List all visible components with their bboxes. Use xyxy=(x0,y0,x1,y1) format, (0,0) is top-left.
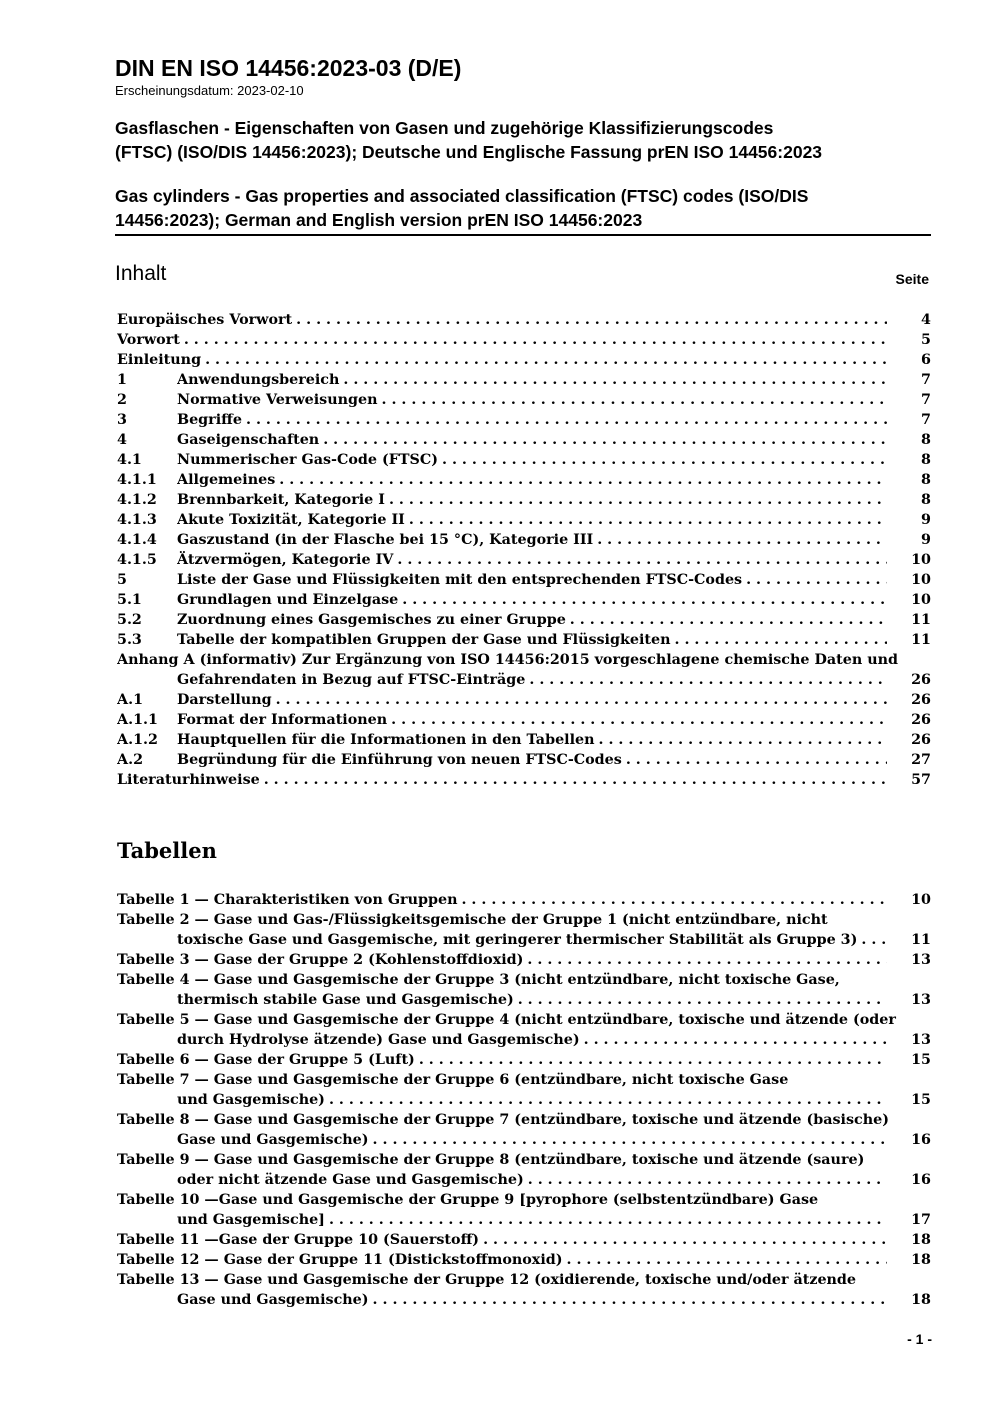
contents-header xyxy=(115,262,931,286)
toc-entry[interactable] xyxy=(117,1090,931,1110)
toc-entry-title: Gase und Gasgemische) xyxy=(177,1292,373,1308)
toc-entry-title: Tabelle 13 — Gase und Gasgemische der Gruppe 12 (oxidierende, toxische und/oder ätzende xyxy=(117,1272,857,1288)
toc-entry-title: Liste der Gase und Flüssigkeiten mit den entsprechenden FTSC-Codes xyxy=(177,572,746,588)
toc-entry-number: 2 xyxy=(117,392,127,408)
toc-entry-page: 18 xyxy=(911,1232,931,1248)
toc-entry[interactable] xyxy=(117,1130,931,1150)
toc-entry[interactable] xyxy=(117,770,931,790)
toc-entry-leader xyxy=(117,350,887,370)
toc-entry-leader xyxy=(177,390,887,410)
toc-entry-leader xyxy=(117,310,887,330)
toc-entry-title: und Gasgemische) xyxy=(177,1092,329,1108)
toc-entry-number: A.1.2 xyxy=(117,732,158,748)
toc-entry-number: A.2 xyxy=(117,752,144,768)
toc-entry[interactable] xyxy=(117,1050,931,1070)
toc-entry-page: 13 xyxy=(911,1032,931,1048)
toc-entry-leader xyxy=(177,610,887,630)
list-of-tables xyxy=(117,890,931,1310)
toc-entry-page: 10 xyxy=(911,572,931,588)
toc-entry-title: Anwendungsbereich xyxy=(177,372,343,388)
toc-entry[interactable] xyxy=(117,990,931,1010)
toc-entry-page: 26 xyxy=(911,672,931,688)
toc-entry-number: 4.1.1 xyxy=(117,472,157,488)
document-id: DIN EN ISO 14456:2023-03 (D/E) xyxy=(115,55,462,81)
toc-entry-title: Tabelle 10 —Gase und Gasgemische der Gruppe 9 [pyrophore (selbstentzündbare) Gase xyxy=(117,1192,819,1208)
toc-entry-leader xyxy=(177,450,887,470)
toc-entry-leader xyxy=(177,630,887,650)
toc-entry-leader xyxy=(177,750,887,770)
toc-entry[interactable] xyxy=(117,1210,931,1230)
toc-entry-leader xyxy=(177,670,887,690)
toc-entry[interactable] xyxy=(117,970,931,990)
toc-entry[interactable] xyxy=(117,1190,931,1210)
toc-entry[interactable] xyxy=(117,890,931,910)
toc-entry[interactable] xyxy=(117,510,931,530)
toc-entry-title: Tabelle 8 — Gase und Gasgemische der Gruppe 7 (entzündbare, toxische und ätzende (basische) xyxy=(117,1112,889,1128)
toc-entry-page: 26 xyxy=(911,712,931,728)
toc-entry-leader xyxy=(117,1230,887,1250)
toc-entry-title: Brennbarkeit, Kategorie I xyxy=(177,492,389,508)
toc-entry-title: Vorwort xyxy=(117,332,184,348)
toc-entry-leader xyxy=(177,550,887,570)
toc-entry[interactable] xyxy=(117,390,931,410)
toc-entry[interactable] xyxy=(117,670,931,690)
toc-entry-number: 4.1 xyxy=(117,452,142,468)
toc-entry[interactable] xyxy=(117,930,931,950)
toc-entry[interactable] xyxy=(117,1110,931,1130)
toc-entry-title: oder nicht ätzende Gase und Gasgemische) xyxy=(177,1172,528,1188)
toc-entry[interactable] xyxy=(117,1150,931,1170)
toc-entry-number: 5 xyxy=(117,572,127,588)
toc-entry-page: 15 xyxy=(911,1092,931,1108)
toc-entry[interactable] xyxy=(117,730,931,750)
toc-entry-title: Normative Verweisungen xyxy=(177,392,382,408)
toc-entry-page: 7 xyxy=(921,372,931,388)
toc-entry-page: 8 xyxy=(921,452,931,468)
toc-entry-page: 10 xyxy=(911,592,931,608)
toc-entry-leader xyxy=(177,690,887,710)
toc-entry-title: Anhang A (informativ) Zur Ergänzung von ISO 14456:2015 vorgeschlagene chemische Daten und xyxy=(117,652,898,668)
toc-entry-page: 26 xyxy=(911,732,931,748)
toc-entry[interactable] xyxy=(117,1230,931,1250)
tables-heading: Tabellen xyxy=(117,838,217,863)
toc-entry-number: 1 xyxy=(117,372,127,388)
toc-entry-leader xyxy=(177,1030,887,1050)
toc-entry[interactable] xyxy=(117,1010,931,1030)
toc-entry[interactable] xyxy=(117,750,931,770)
toc-entry[interactable] xyxy=(117,350,931,370)
toc-entry-title: Tabelle 6 — Gase der Gruppe 5 (Luft) xyxy=(117,1052,419,1068)
toc-entry-title: Gase und Gasgemische) xyxy=(177,1132,373,1148)
toc-entry-leader xyxy=(177,1170,887,1190)
toc-entry[interactable] xyxy=(117,1270,931,1290)
toc-entry-number: A.1.1 xyxy=(117,712,158,728)
toc-entry-page: 7 xyxy=(921,392,931,408)
toc-entry[interactable] xyxy=(117,410,931,430)
toc-entry-number: 4.1.4 xyxy=(117,532,157,548)
toc-entry-title: Tabelle 1 — Charakteristiken von Gruppen xyxy=(117,892,461,908)
toc-entry-title: Tabelle 12 — Gase der Gruppe 11 (Distickstoffmonoxid) xyxy=(117,1252,567,1268)
document-header xyxy=(115,54,931,236)
toc-entry-page: 13 xyxy=(911,952,931,968)
toc-entry-leader xyxy=(177,930,887,950)
toc-entry-title: Darstellung xyxy=(177,692,276,708)
toc-entry-leader xyxy=(177,1210,887,1230)
toc-entry-title: Begriffe xyxy=(177,412,246,428)
toc-entry-number: 5.2 xyxy=(117,612,142,628)
toc-entry-page: 18 xyxy=(911,1292,931,1308)
toc-entry-title: Akute Toxizität, Kategorie II xyxy=(177,512,409,528)
toc-entry-title: Literaturhinweise xyxy=(117,772,264,788)
toc-entry-leader xyxy=(117,890,887,910)
toc-entry-number: 5.1 xyxy=(117,592,142,608)
toc-entry[interactable] xyxy=(117,490,931,510)
toc-entry[interactable] xyxy=(117,950,931,970)
toc-entry-number: A.1 xyxy=(117,692,144,708)
toc-entry[interactable] xyxy=(117,450,931,470)
toc-entry-title: Tabelle 3 — Gase der Gruppe 2 (Kohlenstoffdioxid) xyxy=(117,952,527,968)
toc-entry[interactable] xyxy=(117,1290,931,1310)
toc-entry-title: Tabelle 5 — Gase und Gasgemische der Gruppe 4 (nicht entzündbare, toxische und ätzende (oder xyxy=(117,1012,896,1028)
toc-entry-page: 15 xyxy=(911,1052,931,1068)
toc-entry-leader xyxy=(177,730,887,750)
toc-entry[interactable] xyxy=(117,1170,931,1190)
toc-entry-page: 17 xyxy=(911,1212,931,1228)
toc-entry-leader xyxy=(177,430,887,450)
toc-entry[interactable] xyxy=(117,310,931,330)
contents-heading: Inhalt xyxy=(115,262,167,285)
toc-entry-leader xyxy=(177,1290,887,1310)
toc-entry-page: 10 xyxy=(911,552,931,568)
toc-entry-page: 4 xyxy=(921,312,931,328)
toc-entry-number: 4 xyxy=(117,432,127,448)
toc-entry-leader xyxy=(177,470,887,490)
toc-entry[interactable] xyxy=(117,550,931,570)
title-german-line-1: Gasflaschen - Eigenschaften von Gasen und zugehörige Klassifizierungscodes xyxy=(115,118,774,138)
toc-entry-leader xyxy=(177,570,887,590)
toc-entry-leader xyxy=(177,990,887,1010)
toc-entry-leader xyxy=(117,770,887,790)
toc-entry-title: Hauptquellen für die Informationen in den Tabellen xyxy=(177,732,599,748)
toc-entry[interactable] xyxy=(117,910,931,930)
toc-entry-leader xyxy=(177,1130,887,1150)
toc-entry-page: 26 xyxy=(911,692,931,708)
toc-entry-page: 9 xyxy=(921,512,931,528)
toc-entry-page: 18 xyxy=(911,1252,931,1268)
toc-entry-page: 11 xyxy=(911,932,931,948)
page-column-label: Seite xyxy=(895,271,929,287)
toc-entry[interactable] xyxy=(117,630,931,650)
toc-entry-page: 7 xyxy=(921,412,931,428)
toc-entry-title: Tabelle der kompatiblen Gruppen der Gase und Flüssigkeiten xyxy=(177,632,675,648)
toc-entry-page: 8 xyxy=(921,432,931,448)
title-german xyxy=(115,116,931,164)
toc-entry-title: Format der Informationen xyxy=(177,712,391,728)
toc-entry-title: Ätzvermögen, Kategorie IV xyxy=(177,552,397,568)
title-english-line-2: 14456:2023); German and English version prEN ISO 14456:2023 xyxy=(115,210,643,230)
toc-entry-title: Einleitung xyxy=(117,352,205,368)
toc-entry-title: Tabelle 9 — Gase und Gasgemische der Gruppe 8 (entzündbare, toxische und ätzende (saure) xyxy=(117,1152,865,1168)
toc-entry-title: durch Hydrolyse ätzende) Gase und Gasgemische) xyxy=(177,1032,584,1048)
toc-entry-page: 5 xyxy=(921,332,931,348)
toc-entry-title: Zuordnung eines Gasgemisches zu einer Gruppe xyxy=(177,612,570,628)
toc-entry-page: 11 xyxy=(911,632,931,648)
toc-entry-number: 3 xyxy=(117,412,127,428)
toc-entry-title: Europäisches Vorwort xyxy=(117,312,296,328)
toc-entry[interactable] xyxy=(117,590,931,610)
toc-entry-number: 4.1.3 xyxy=(117,512,157,528)
toc-entry-title: thermisch stabile Gase und Gasgemische) xyxy=(177,992,518,1008)
toc-entry-page: 57 xyxy=(911,772,931,788)
toc-entry-title: Begründung für die Einführung von neuen FTSC-Codes xyxy=(177,752,626,768)
toc-entry[interactable] xyxy=(117,1030,931,1050)
toc-entry-leader xyxy=(177,1090,887,1110)
toc-entry-leader xyxy=(117,330,887,350)
table-of-contents xyxy=(117,310,931,790)
toc-entry-title: Gefahrendaten in Bezug auf FTSC-Einträge xyxy=(177,672,529,688)
toc-entry-leader xyxy=(117,1250,887,1270)
toc-entry[interactable] xyxy=(117,650,931,670)
toc-entry-number: 5.3 xyxy=(117,632,142,648)
title-english-line-1: Gas cylinders - Gas properties and associated classification (FTSC) codes (ISO/DIS xyxy=(115,186,809,206)
toc-entry-title: Allgemeines xyxy=(177,472,279,488)
toc-entry-title: Tabelle 7 — Gase und Gasgemische der Gruppe 6 (entzündbare, nicht toxische Gase xyxy=(117,1072,789,1088)
toc-entry-title: Gaseigenschaften xyxy=(177,432,323,448)
toc-entry-page: 8 xyxy=(921,472,931,488)
toc-entry-page: 16 xyxy=(911,1172,931,1188)
toc-entry-leader xyxy=(177,530,887,550)
page-number: - 1 - xyxy=(907,1331,932,1347)
title-german-line-2: (FTSC) (ISO/DIS 14456:2023); Deutsche und Englische Fassung prEN ISO 14456:2023 xyxy=(115,142,823,162)
toc-entry[interactable] xyxy=(117,1250,931,1270)
toc-entry-leader xyxy=(177,370,887,390)
toc-entry-page: 6 xyxy=(921,352,931,368)
toc-entry[interactable] xyxy=(117,470,931,490)
toc-entry[interactable] xyxy=(117,610,931,630)
toc-entry[interactable] xyxy=(117,1070,931,1090)
issue-date: Erscheinungsdatum: 2023-02-10 xyxy=(115,83,304,98)
toc-entry-title: Tabelle 11 —Gase der Gruppe 10 (Sauerstoff) xyxy=(117,1232,483,1248)
toc-entry[interactable] xyxy=(117,690,931,710)
toc-entry-title: und Gasgemische] xyxy=(177,1212,329,1228)
toc-entry-page: 8 xyxy=(921,492,931,508)
toc-entry-leader xyxy=(177,490,887,510)
toc-entry-page: 27 xyxy=(911,752,931,768)
toc-entry[interactable] xyxy=(117,710,931,730)
toc-entry-leader xyxy=(177,590,887,610)
toc-entry-number: 4.1.2 xyxy=(117,492,157,508)
toc-entry-page: 10 xyxy=(911,892,931,908)
toc-entry-title: toxische Gase und Gasgemische, mit geringerer thermischer Stabilität als Gruppe 3) xyxy=(177,932,861,948)
toc-entry[interactable] xyxy=(117,370,931,390)
toc-entry[interactable] xyxy=(117,330,931,350)
toc-entry-page: 9 xyxy=(921,532,931,548)
toc-entry-leader xyxy=(117,950,887,970)
toc-entry-page: 11 xyxy=(911,612,931,628)
toc-entry-title: Tabelle 4 — Gase und Gasgemische der Gruppe 3 (nicht entzündbare, nicht toxische Gase, xyxy=(117,972,840,988)
toc-entry[interactable] xyxy=(117,430,931,450)
toc-entry-title: Tabelle 2 — Gase und Gas-/Flüssigkeitsgemische der Gruppe 1 (nicht entzündbare, nicht xyxy=(117,912,828,928)
toc-entry-title: Nummerischer Gas-Code (FTSC) xyxy=(177,452,442,468)
toc-entry[interactable] xyxy=(117,570,931,590)
toc-entry-leader xyxy=(177,410,887,430)
toc-entry-leader xyxy=(177,510,887,530)
toc-entry-number: 4.1.5 xyxy=(117,552,157,568)
toc-entry-title: Grundlagen und Einzelgase xyxy=(177,592,402,608)
toc-entry-page: 16 xyxy=(911,1132,931,1148)
toc-entry-leader xyxy=(177,710,887,730)
toc-entry-page: 13 xyxy=(911,992,931,1008)
title-english xyxy=(115,184,931,236)
toc-entry-leader xyxy=(117,1050,887,1070)
toc-entry[interactable] xyxy=(117,530,931,550)
toc-entry-title: Gaszustand (in der Flasche bei 15 °C), Kategorie III xyxy=(177,532,597,548)
